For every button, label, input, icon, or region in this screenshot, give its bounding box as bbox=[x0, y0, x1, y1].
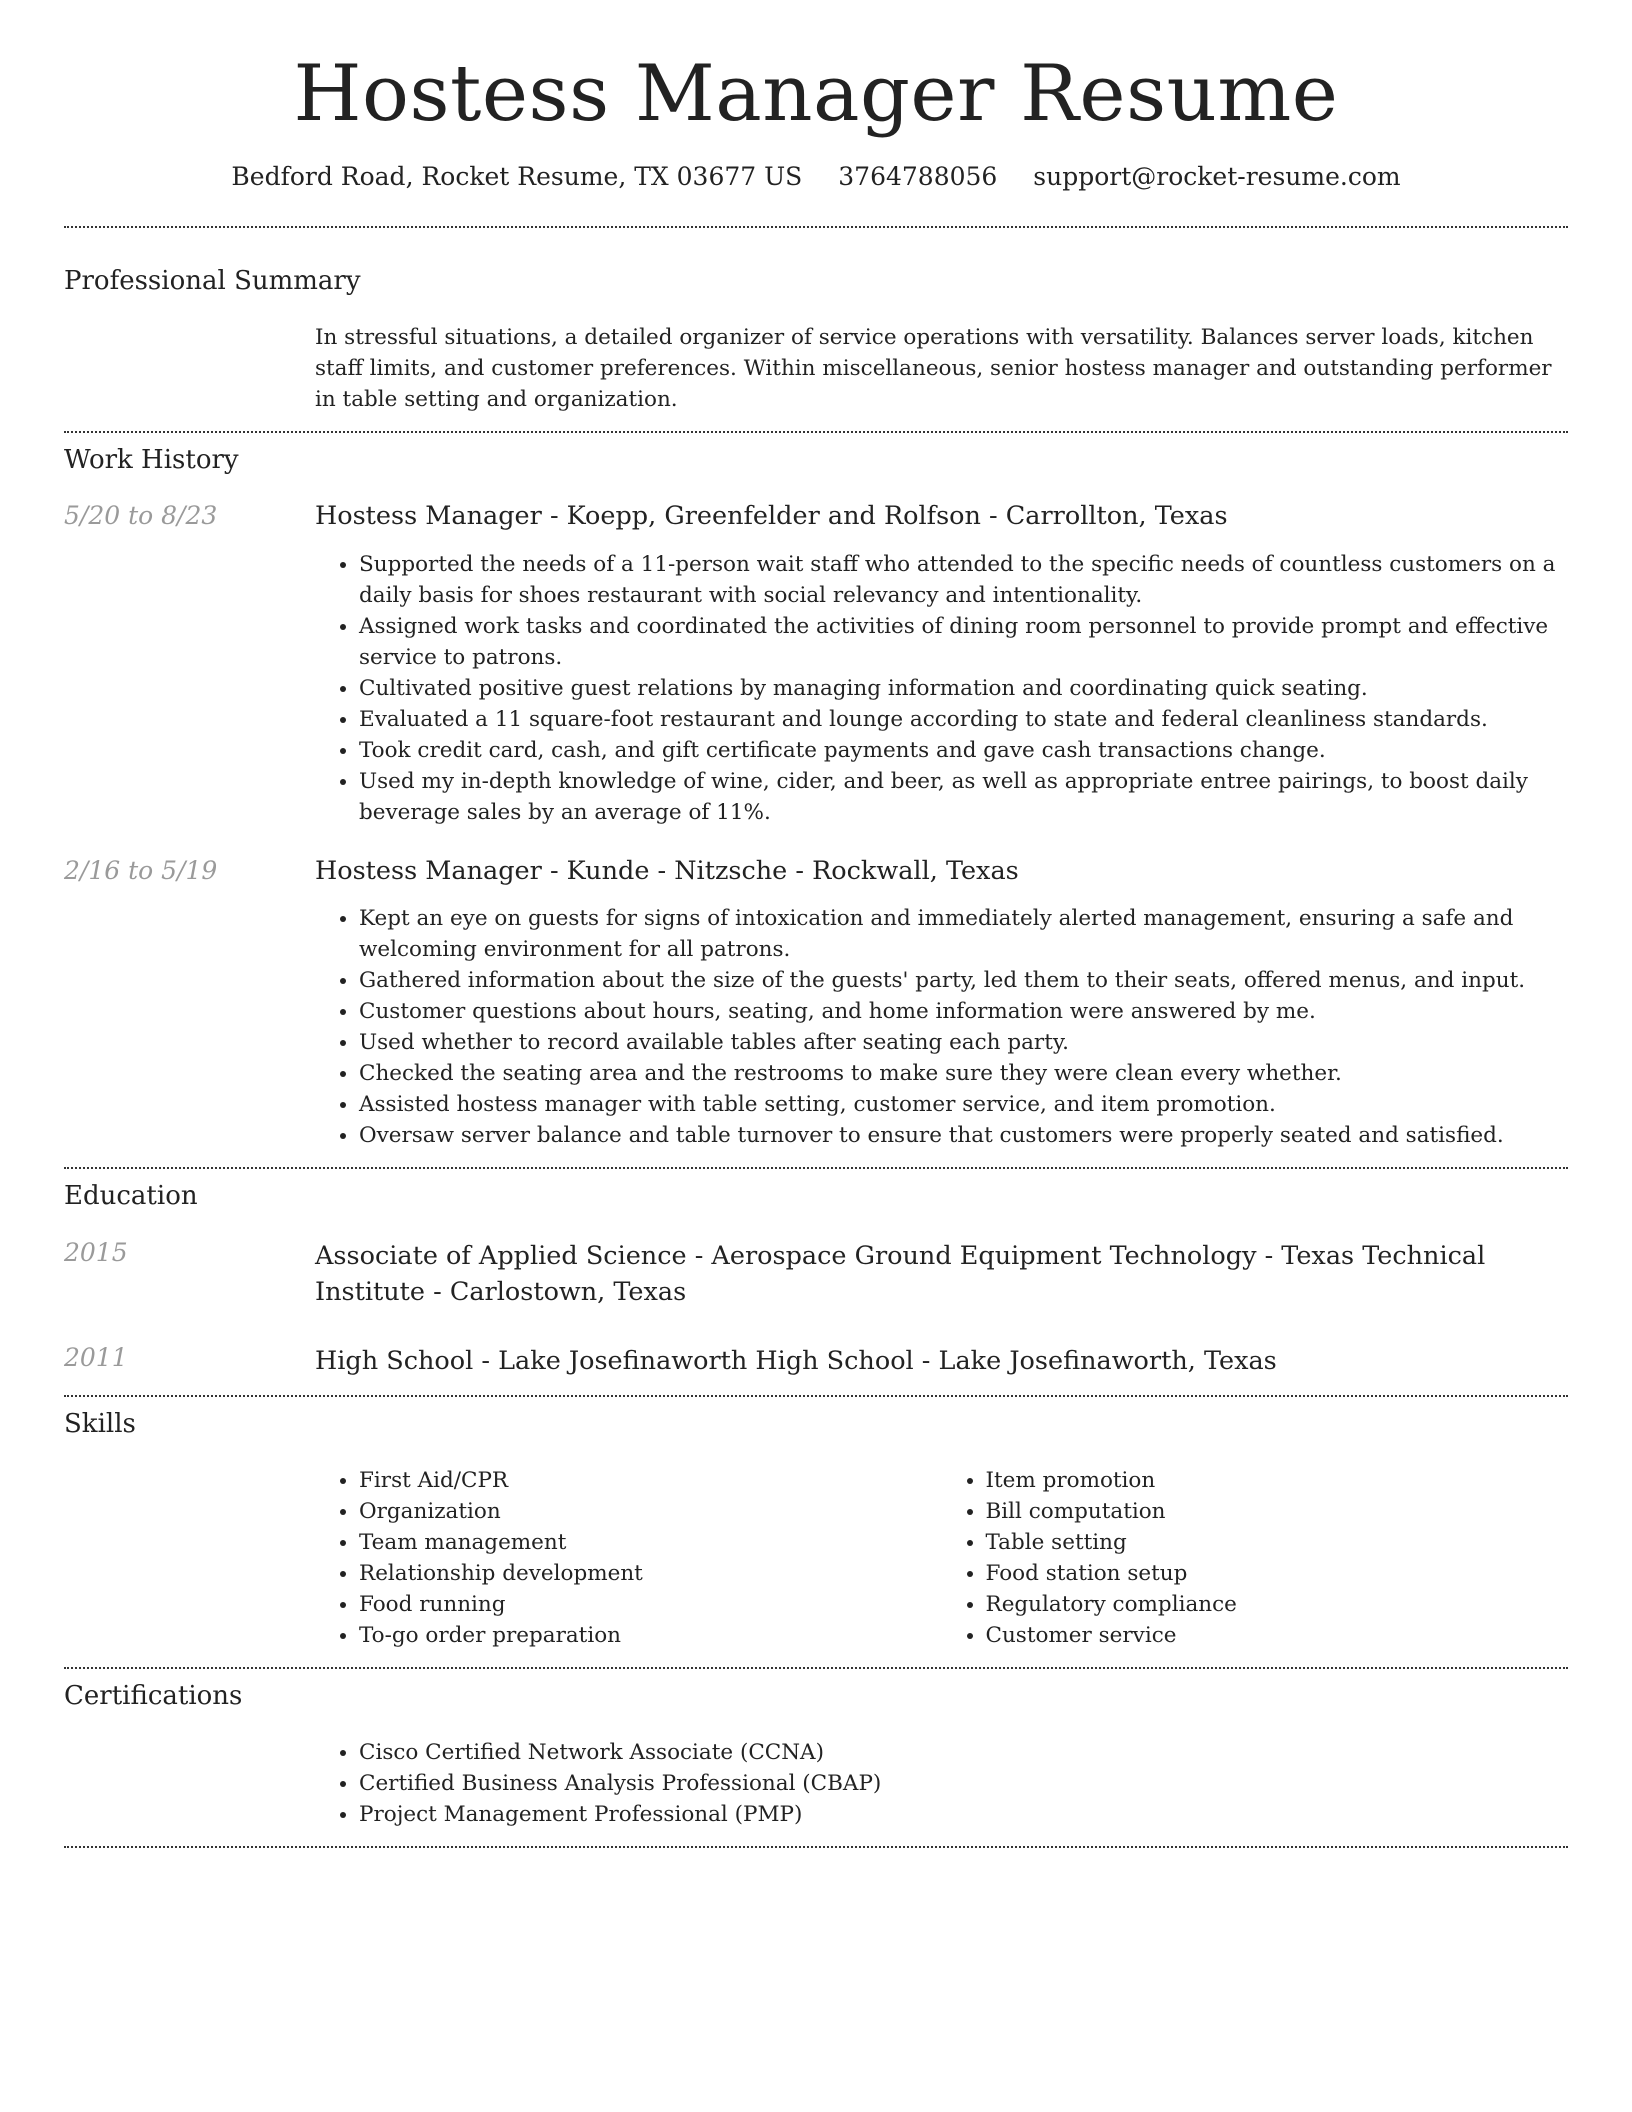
job-bullet: • Cultivated positive guest relations by managing information and coordinating quick seating. bbox=[359, 673, 1568, 704]
contact-line bbox=[64, 162, 1568, 192]
contact-phone: 3764788056 bbox=[838, 161, 998, 191]
certification-item: • Cisco Certified Network Associate (CCNA) bbox=[359, 1737, 1568, 1768]
summary-section bbox=[64, 228, 1568, 431]
resume-header bbox=[64, 0, 1568, 192]
skill-item: • Regulatory compliance bbox=[986, 1589, 1569, 1620]
job-bullet: • Assisted hostess manager with table setting, customer service, and item promotion. bbox=[359, 1089, 1568, 1120]
certifications-list bbox=[315, 1737, 1568, 1830]
education-entry bbox=[64, 1343, 1568, 1379]
job-bullet: • Used whether to record available tables after seating each party. bbox=[359, 1027, 1568, 1058]
education-entry bbox=[64, 1238, 1568, 1310]
job-bullets bbox=[315, 903, 1568, 1151]
education-degree: Associate of Applied Science - Aerospace Ground Equipment Technology bbox=[315, 1240, 1257, 1271]
skills-section bbox=[64, 1397, 1568, 1667]
skill-item: • First Aid/CPR bbox=[359, 1465, 942, 1496]
job-dates: 2/16 to 5/19 bbox=[64, 855, 218, 885]
skill-item: • Food station setup bbox=[986, 1558, 1569, 1589]
education-school: - Lake Josefinaworth High School - Lake Josefinaworth, Texas bbox=[473, 1345, 1277, 1376]
education-year: 2015 bbox=[64, 1237, 128, 1267]
skill-item: • Food running bbox=[359, 1589, 942, 1620]
skills-heading: Skills bbox=[64, 1408, 136, 1439]
skill-item: • Item promotion bbox=[986, 1465, 1569, 1496]
summary-heading: Professional Summary bbox=[64, 265, 361, 296]
skill-item: • To-go order preparation bbox=[359, 1620, 942, 1651]
certifications-section bbox=[64, 1669, 1568, 1846]
education-school: - Texas Technical Institute - Carlostown, Texas bbox=[315, 1240, 1486, 1307]
job-bullet: • Took credit card, cash, and gift certificate payments and gave cash transactions change. bbox=[359, 735, 1568, 766]
education-heading: Education bbox=[64, 1181, 198, 1212]
job-bullet: • Checked the seating area and the restrooms to make sure they were clean every whether. bbox=[359, 1058, 1568, 1089]
work-history-heading: Work History bbox=[64, 444, 239, 475]
skill-item: • Customer service bbox=[986, 1620, 1569, 1651]
job-bullet: • Assigned work tasks and coordinated the activities of dining room personnel to provide prompt and effective service to patrons. bbox=[359, 611, 1568, 673]
job-title: Hostess Manager - Koepp, Greenfelder and Rolfson - Carrollton, Texas bbox=[315, 501, 1228, 532]
skill-item: • Relationship development bbox=[359, 1558, 942, 1589]
skill-item: • Bill computation bbox=[986, 1496, 1569, 1527]
resume-title: Hostess Manager Resume bbox=[293, 49, 1339, 139]
job-bullet: • Used my in-depth knowledge of wine, cider, and beer, as well as appropriate entree pairings, to boost daily beverage sales by an average of 11%. bbox=[359, 766, 1568, 828]
skill-item: • Team management bbox=[359, 1527, 942, 1558]
job-dates: 5/20 to 8/23 bbox=[64, 501, 218, 531]
certifications-heading: Certifications bbox=[64, 1680, 243, 1711]
skill-item: • Organization bbox=[359, 1496, 942, 1527]
contact-address: Bedford Road, Rocket Resume, TX 03677 US bbox=[231, 161, 803, 191]
certification-item: • Certified Business Analysis Professional (CBAP) bbox=[359, 1768, 1568, 1799]
section-divider bbox=[64, 1846, 1568, 1848]
job-bullet: • Customer questions about hours, seating, and home information were answered by me. bbox=[359, 996, 1568, 1027]
certification-item: • Project Management Professional (PMP) bbox=[359, 1799, 1568, 1830]
job-bullet: • Evaluated a 11 square-foot restaurant and lounge according to state and federal cleanliness standards. bbox=[359, 704, 1568, 735]
skill-item: • Table setting bbox=[986, 1527, 1569, 1558]
job-bullet: • Gathered information about the size of the guests' party, led them to their seats, offered menus, and input. bbox=[359, 965, 1568, 996]
summary-text: In stressful situations, a detailed organizer of service operations with versatility. Balances server loads, kitchen staff limits, and customer preferences. Within miscellaneous, senior hostess manager and outstanding performer in table setting and organization. bbox=[315, 324, 1552, 412]
education-year: 2011 bbox=[64, 1342, 128, 1372]
job-bullet: • Kept an eye on guests for signs of intoxication and immediately alerted management, ensuring a safe and welcoming environment for all patrons. bbox=[359, 903, 1568, 965]
skills-list-right bbox=[942, 1465, 1569, 1651]
job-bullet: • Supported the needs of a 11-person wait staff who attended to the specific needs of countless customers on a daily basis for shoes restaurant with social relevancy and intentionality. bbox=[359, 549, 1568, 611]
contact-email: support@rocket-resume.com bbox=[1033, 161, 1401, 191]
education-degree: High School bbox=[315, 1345, 474, 1376]
education-section bbox=[64, 1169, 1568, 1394]
job-entry bbox=[64, 856, 1568, 1152]
skills-list-left bbox=[315, 1465, 942, 1651]
work-history-section bbox=[64, 433, 1568, 1167]
job-bullet: • Oversaw server balance and table turnover to ensure that customers were properly seated and satisfied. bbox=[359, 1120, 1568, 1151]
job-title: Hostess Manager - Kunde - Nitzsche - Rockwall, Texas bbox=[315, 855, 1019, 886]
job-bullets bbox=[315, 549, 1568, 828]
job-entry bbox=[64, 501, 1568, 828]
